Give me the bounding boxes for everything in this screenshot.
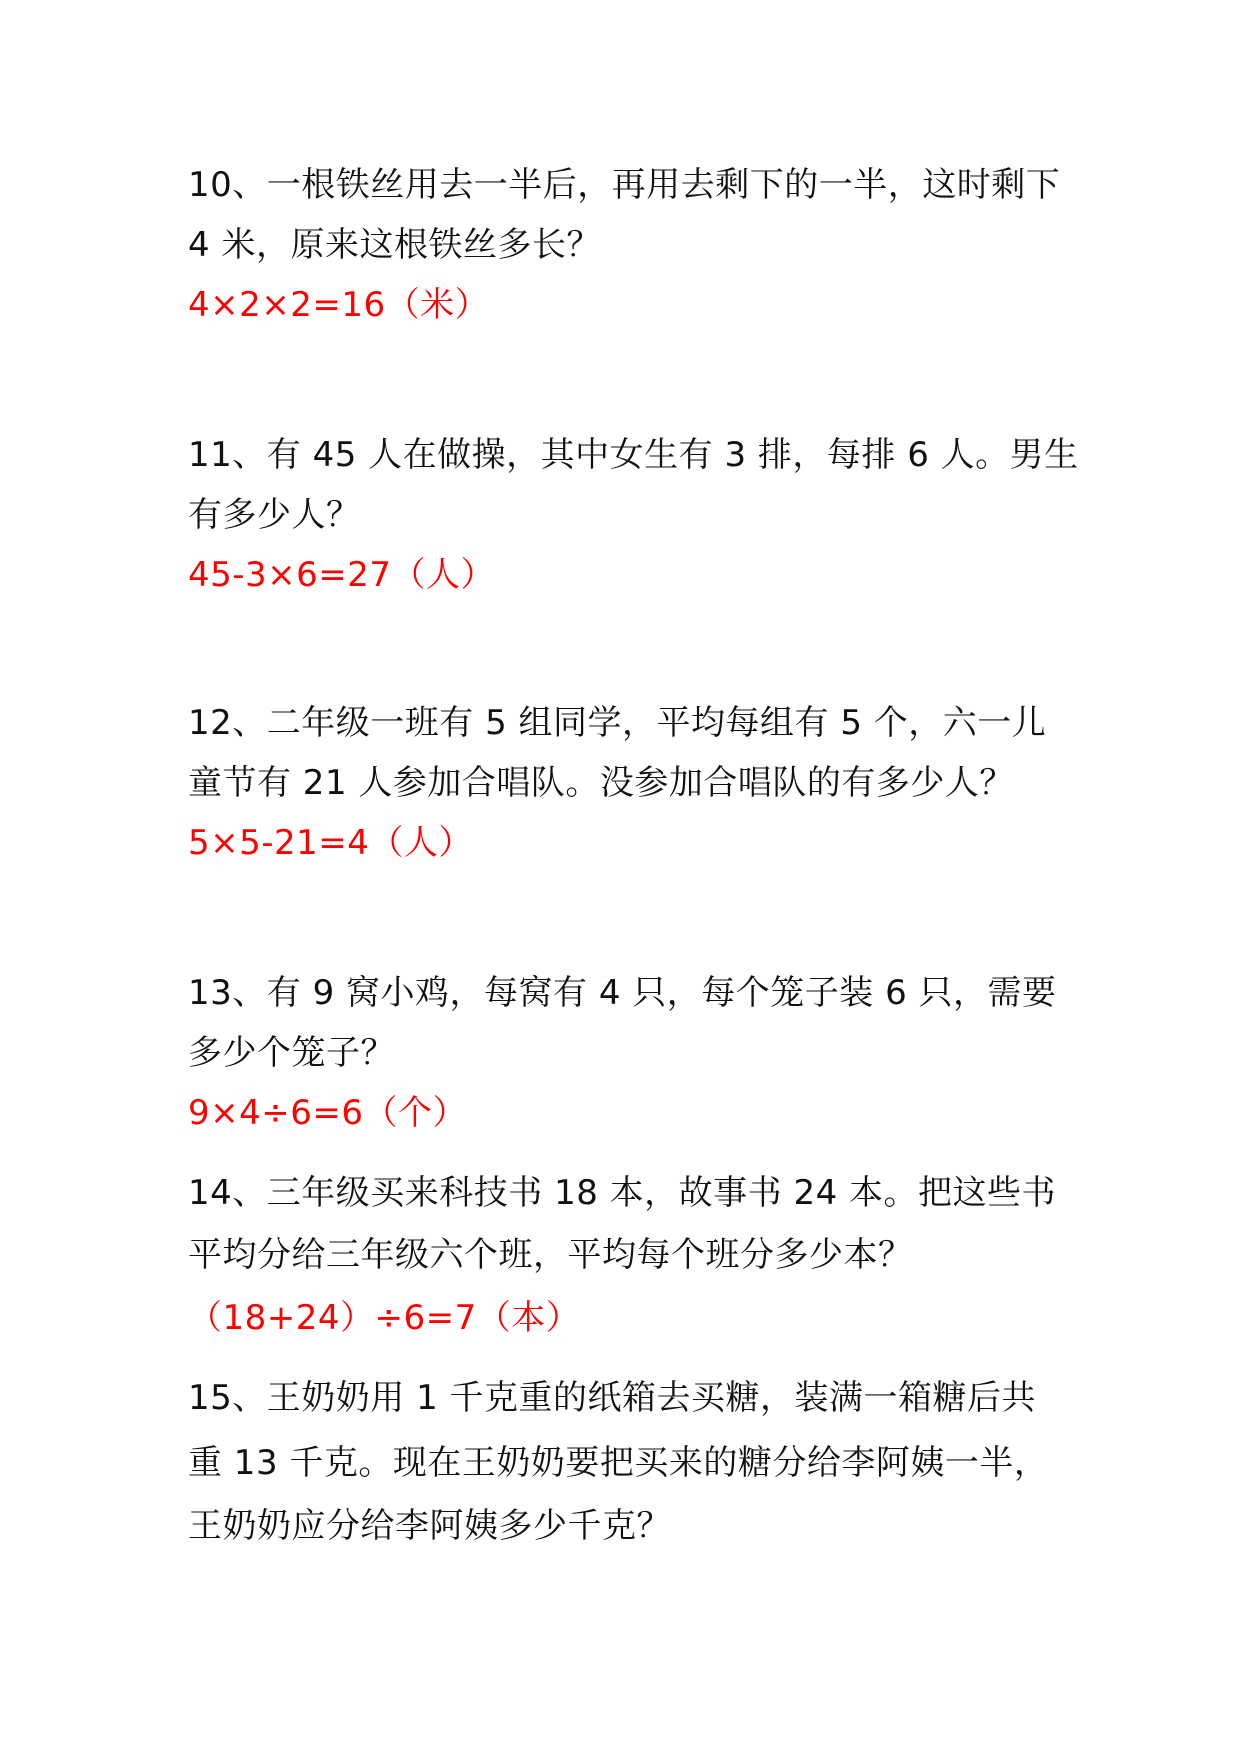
problem-12-line-1: 12、二年级一班有 5 组同学，平均每组有 5 个，六一儿 <box>188 703 1047 743</box>
problem-14-line-2: 平均分给三年级六个班，平均每个班分多少本？ <box>188 1235 913 1275</box>
problem-10-answer: 4×2×2=16（米） <box>188 285 490 325</box>
problem-13-line-2: 多少个笼子？ <box>188 1033 395 1073</box>
problem-11-line-2: 有多少人？ <box>188 495 361 535</box>
problem-12-answer: 5×5-21=4（人） <box>188 823 473 863</box>
problem-14-line-1: 14、三年级买来科技书 18 本，故事书 24 本。把这些书 <box>188 1173 1057 1213</box>
problem-15-line-2: 重 13 千克。现在王奶奶要把买来的糖分给李阿姨一半， <box>188 1443 1049 1483</box>
problem-13-answer: 9×4÷6=6（个） <box>188 1093 467 1133</box>
problem-12-line-2: 童节有 21 人参加合唱队。没参加合唱队的有多少人？ <box>188 763 1014 803</box>
problem-14-answer: （18+24）÷6=7（本） <box>188 1298 581 1338</box>
problem-15-line-3: 王奶奶应分给李阿姨多少千克？ <box>188 1506 671 1546</box>
problem-15-line-1: 15、王奶奶用 1 千克重的纸箱去买糖，装满一箱糖后共 <box>188 1378 1037 1418</box>
problem-11-line-1: 11、有 45 人在做操，其中女生有 3 排，每排 6 人。男生 <box>188 435 1079 475</box>
problem-11-answer: 45-3×6=27（人） <box>188 555 496 595</box>
problem-10-line-1: 10、一根铁丝用去一半后，再用去剩下的一半，这时剩下 <box>188 165 1061 205</box>
problem-10-line-2: 4 米，原来这根铁丝多长？ <box>188 225 601 265</box>
problem-13-line-1: 13、有 9 窝小鸡，每窝有 4 只，每个笼子装 6 只，需要 <box>188 973 1057 1013</box>
